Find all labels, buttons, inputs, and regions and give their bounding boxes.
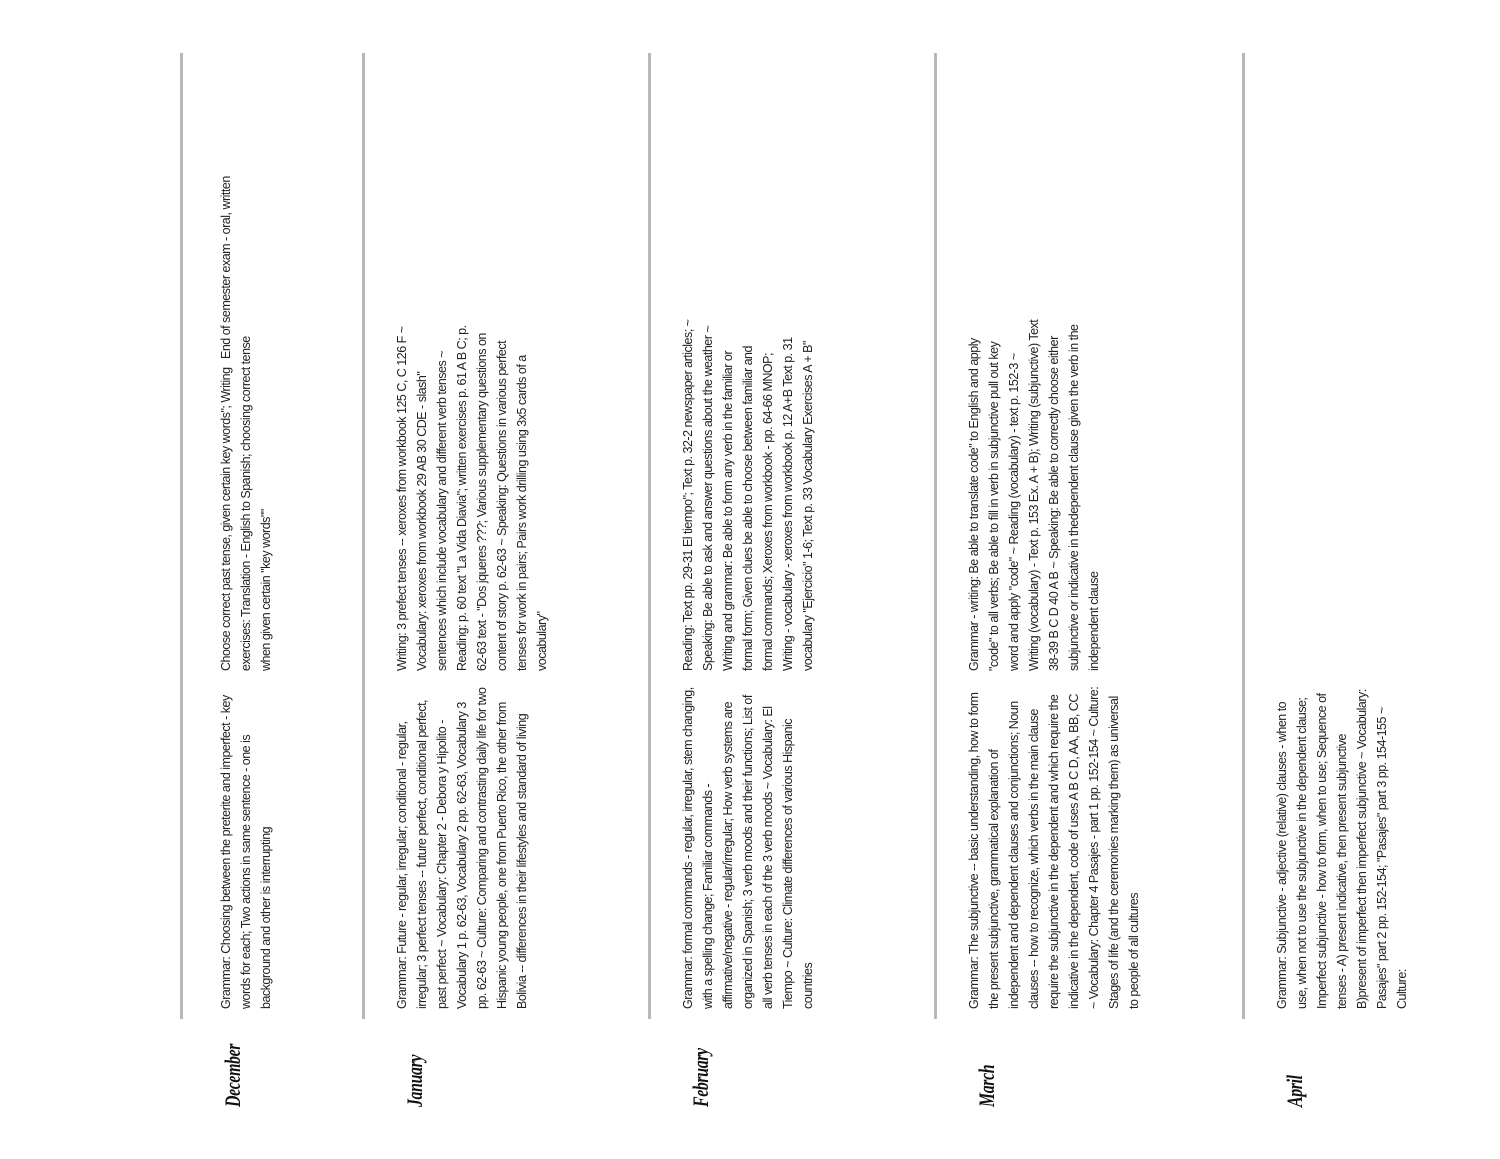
row-divider	[648, 53, 651, 1019]
month-label: December	[220, 1043, 245, 1107]
grammar-cell: Grammar: Future - regular, irregular; conditional - regular, irregular; 3 perfect tenses -- future perfect, conditional perfect, past perfect ~ Vocabulary: Chapter 2 - Debora y Hipolito - Vocabulary 1 p. 62-63, Vocabulary 2 pp. 62-63, Vocabulary 3 pp. 62-63 ~ Culture: Comparing and contrasting daily life for two Hispanic young people, one from Puerto Rico, the other from Bolivia -- differences in their lifestyles and standard of living	[395, 687, 529, 1009]
month-label: February	[688, 1048, 713, 1107]
month-label: March	[974, 1064, 999, 1107]
skills-cell: Reading: Text pp. 29-31 El tiempo"; Text p. 32-2 newspaper articles; ~ Speaking: Be able to ask and answer questions about the weather ~ Writing and grammar: Be able to form any verb in the familiar or formal form; Given clues be able to choose between familiar and formal commands; Xeroxes from workbook - pp. 64-66 MNOP; Writing - vocabulary - xeroxes from workbook p. 12 A+B Text p. 31 vocabulary "Ejercicio" 1-6; Text p. 33 Vocabulary Exercises A + B"	[681, 319, 815, 671]
grammar-cell: Grammar: Choosing between the preterite and imperfect - key words for each; Two actions in same sentence - one is background and other is interrupting	[219, 695, 273, 1009]
grammar-cell: Grammar: The subjunctive -- basic understanding, how to form the present subjunctive, grammatical explanation of independent and dependent clauses and conjunctions; Noun clauses -- how to recognize, which verbs in the main clause require the subjunctive in the dependent and which require the indicative in the dependent, code of uses A B C D, AA, BB, CC ~ Vocabulary: Chapter 4 Pasajes - part 1 pp. 152-154 ~ Culture: Stages of life (and the ceremonies marking them) as universal to people of all cultures	[967, 686, 1141, 1009]
grammar-cell: Grammar: Subjunctive - adjective (relative) clauses - when to use, when not to use the subjunctive in the dependent clause; Imperfect subjunctive - how to form, when to use; Sequence of tenses - A) present indicative, then present subjunctive B)present of imperfect then imperfect subjunctive ~ Vocabulary: Pasajes" part 2 pp. 152-154; "Pasajes" part 3 pp. 154-155 ~ Culture:	[1275, 689, 1409, 1009]
skills-cell: Writing: 3 prefect tenses -- xeroxes from workbook 125 C, C 126 F ~ Vocabulary: xeroxes from workbook 29 AB 30 CDE - slash" sentences which include vocabulary and different verb tenses ~ Reading: p. 60 text "La Vida Diavia"; written exercises p. 61 A B C; p. 62-63 text - "Dos jqueres ???; Various supplementary questions on content of story p. 62-63 ~ Speaking: Questions in various perfect tenses for work in pairs; Pairs work drilling using 3x5 cards of a vocabulary"	[395, 325, 549, 671]
row-divider	[1242, 53, 1245, 1019]
row-divider	[934, 53, 937, 1019]
skills-cell: Grammar - writing: Be able to translate code" to English and apply "code" to all verbs; Be able to fill in verb in subjunctive pull out key word and apply "code" ~ Reading (vocabulary) - text p. 152-3 ~ Writing (vocabulary) - Text p. 153 Ex. A + B); Writing (subjunctive) Text 38-39 B C D 40 A B ~ Speaking: Be able to correctly choose either subjunctive or indicative in thedependent clause given the verb in the independent clause	[967, 319, 1101, 671]
row-divider	[180, 53, 183, 1019]
assessment-cell: End of semester exam - oral, written	[219, 176, 233, 359]
row-divider	[362, 53, 365, 1019]
month-label: January	[402, 1054, 427, 1107]
grammar-cell: Grammar: formal commands - regular, irregular, stem changing, with a spelling change; Familiar commands - affirmative/negative - regular/irregular; How verb systems are organized in Spanish; 3 verb moods and their functions; List of all verb tenses in each of the 3 verb moods ~ Vocabulary: El Tiempo ~ Culture: Climate differences of various Hispanic countries	[681, 687, 815, 1009]
month-label: April	[1282, 1075, 1307, 1107]
skills-cell: Choose correct past tense, given certain key words"; Writing exercises: Translation - English to Spanish; choosing correct tense when given certain "key words""	[219, 336, 273, 671]
